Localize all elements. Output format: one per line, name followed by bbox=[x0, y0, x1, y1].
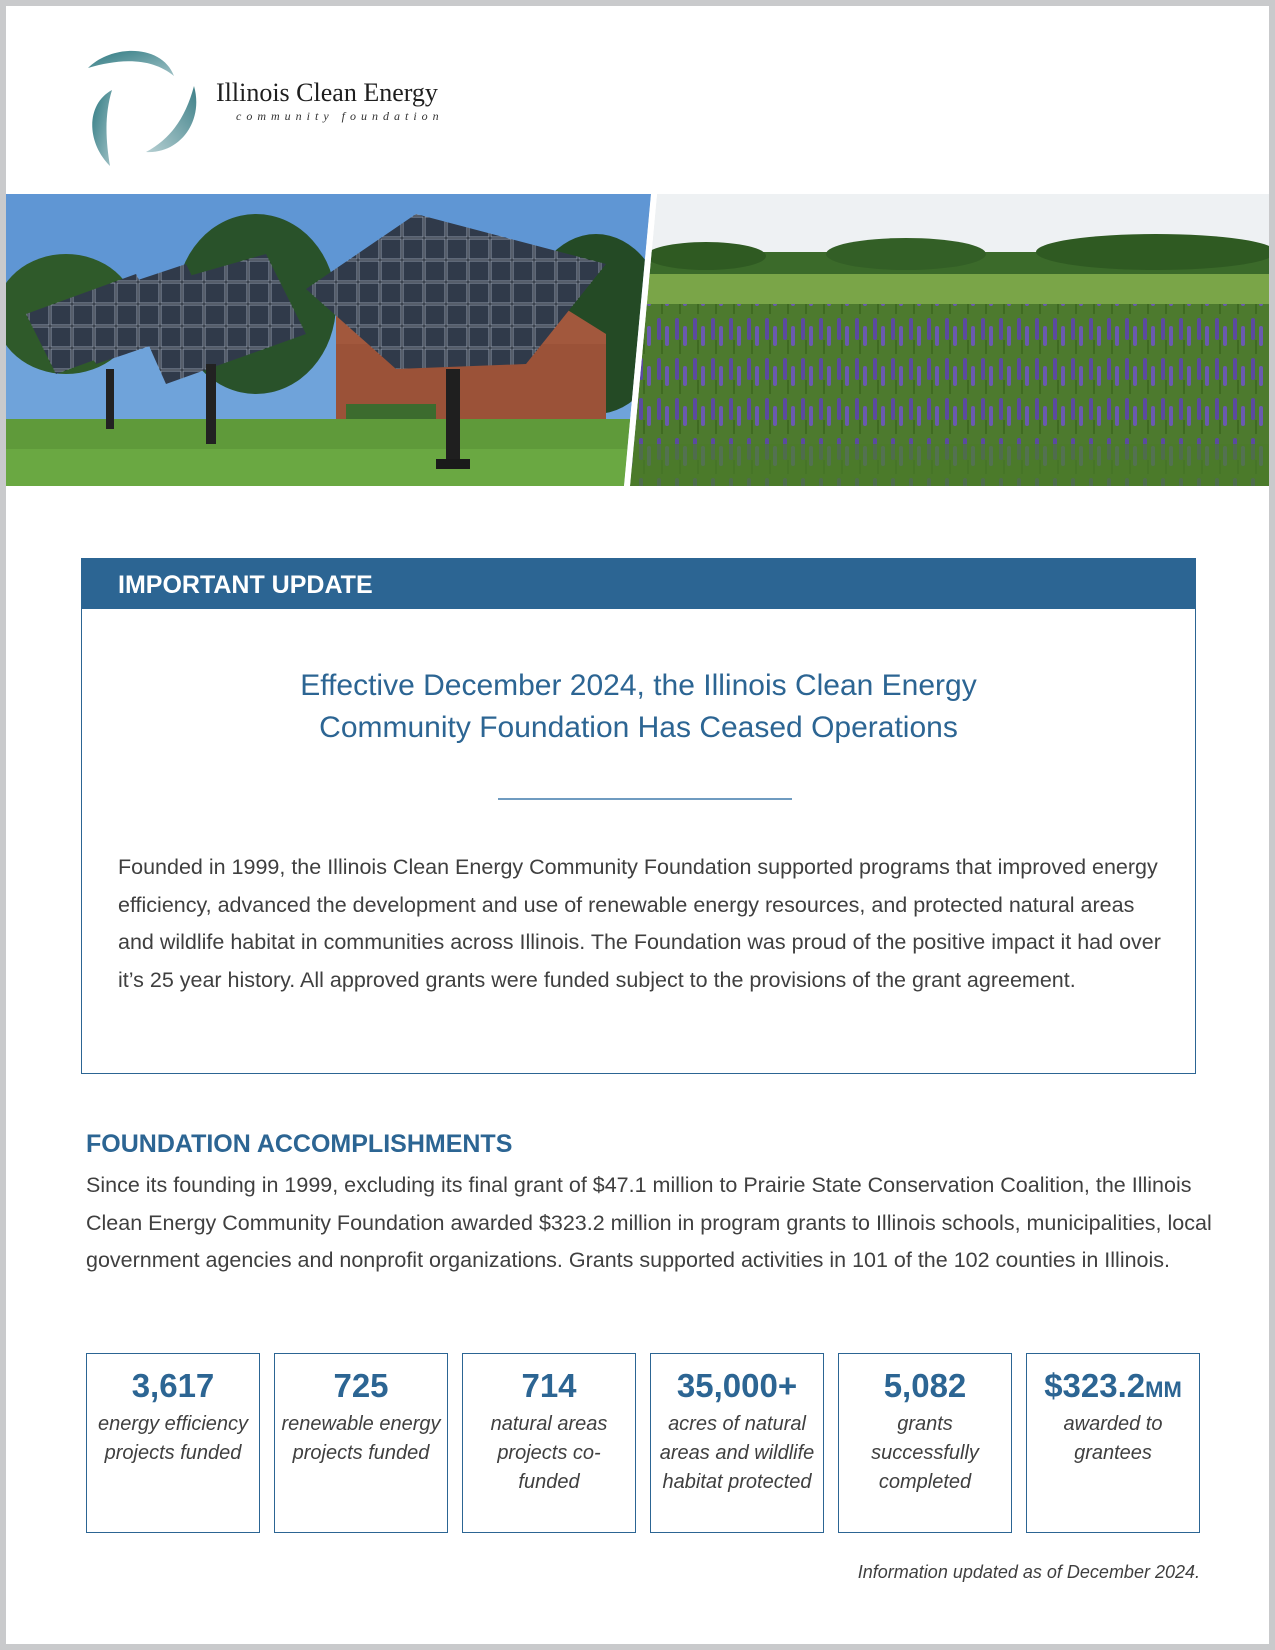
stat-label: grants successfully completed bbox=[871, 1413, 979, 1493]
stat-value: 3,617 bbox=[131, 1367, 215, 1404]
wildflower-prairie-photo bbox=[626, 194, 1269, 486]
stat-value: 35,000+ bbox=[676, 1367, 798, 1404]
stat-label: acres of natural areas and wildlife habitat protected bbox=[659, 1413, 815, 1493]
stat-card bbox=[1026, 1353, 1200, 1533]
important-update-panel bbox=[81, 558, 1196, 1074]
page bbox=[6, 6, 1269, 1644]
update-header: IMPORTANT UPDATE bbox=[82, 559, 1195, 609]
stat-value: $323.2MM bbox=[1044, 1367, 1182, 1404]
stat-value: 725 bbox=[333, 1367, 389, 1404]
stat-value: 5,082 bbox=[883, 1367, 967, 1404]
footnote: Information updated as of December 2024. bbox=[857, 1562, 1200, 1582]
stat-label: renewable energy projects funded bbox=[281, 1413, 441, 1464]
update-body: Founded in 1999, the Illinois Clean Energy Community Foundation supported programs that improved energy efficiency, advanced the development and use of renewable energy resources, and protected natural areas and wildlife habitat in communities across Illinois. The Foundation was proud of the positive impact it had over it’s 25 year history. All approved grants were funded subject to the provisions of the grant agreement. bbox=[118, 855, 1161, 992]
foundation-logo bbox=[82, 46, 202, 168]
stat-card bbox=[838, 1353, 1012, 1533]
update-title-line1: Effective December 2024, the Illinois Clean Energy bbox=[300, 669, 977, 702]
accomplishments-heading: FOUNDATION ACCOMPLISHMENTS bbox=[86, 1130, 513, 1158]
update-title-line2: Community Foundation Has Ceased Operations bbox=[319, 711, 958, 744]
brand-tagline: community foundation bbox=[236, 109, 444, 123]
stat-label: energy efficiency projects funded bbox=[97, 1413, 249, 1464]
stat-card bbox=[274, 1353, 448, 1533]
stat-card bbox=[462, 1353, 636, 1533]
hero-banner bbox=[6, 194, 1269, 486]
update-title bbox=[82, 665, 1195, 749]
brand-name: Illinois Clean Energy bbox=[216, 78, 438, 107]
stat-value: 714 bbox=[521, 1367, 577, 1404]
stat-label: natural areas projects co-funded bbox=[490, 1413, 608, 1493]
accomplishments-body: Since its founding in 1999, excluding its final grant of $47.1 million to Prairie State Conservation Coalition, the Illinois Clean Energy Community Foundation awarded $323.2 million in program grants to Illinois schools, municipalities, local government agencies and nonprofit organizations. Grants supported activities in 101 of the 102 counties in Illinois. bbox=[86, 1173, 1212, 1272]
divider bbox=[498, 798, 792, 800]
stat-card bbox=[86, 1353, 260, 1533]
stat-card bbox=[650, 1353, 824, 1533]
solar-panels-photo bbox=[6, 194, 666, 486]
stat-label: awarded to grantees bbox=[1063, 1413, 1163, 1464]
